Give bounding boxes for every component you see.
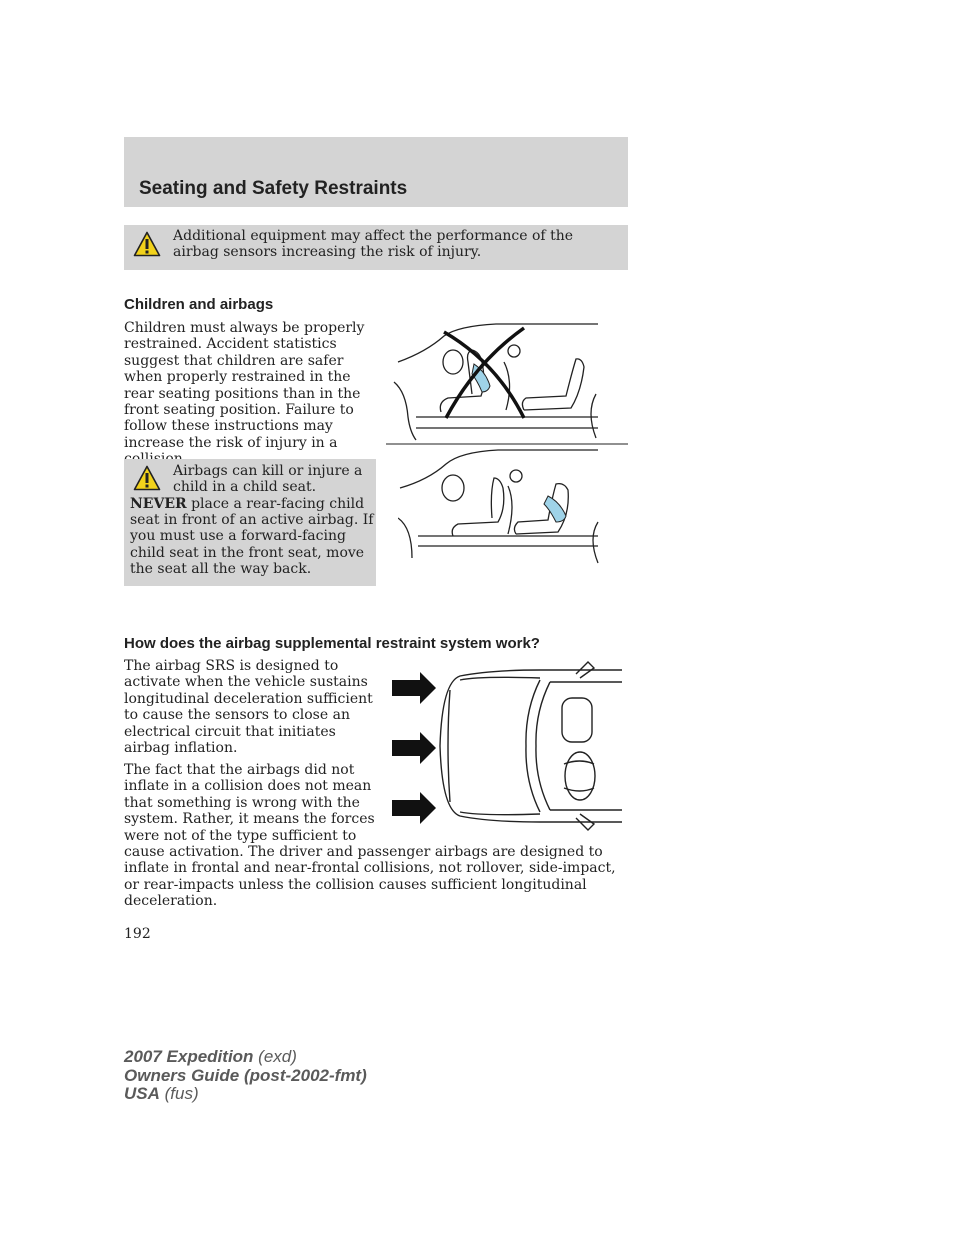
srs-design-paragraph: The airbag SRS is designed to activate when the vehicle sustains longitudinal deceleration sufficient to cause the sensors to close an electrical circuit that initiates airbag inflation. (124, 658, 373, 757)
footer-line3 (124, 1085, 367, 1104)
footer-market: USA (124, 1084, 160, 1103)
footer-model-code: (exd) (253, 1047, 297, 1066)
frontal-impact-arrows-illustration (390, 660, 624, 832)
warning-children-line5: you must use a forward-facing (130, 528, 346, 544)
warning-children-line7: the seat all the way back. (130, 561, 312, 577)
warning-children-line6: child seat in the front seat, move (130, 545, 365, 561)
footer-guide: Owners Guide (post-2002-fmt) (124, 1065, 367, 1085)
child-seat-rear-illustration (398, 448, 600, 566)
warning-children-line1: Airbags can kill or injure a (173, 463, 363, 479)
page-number: 192 (124, 926, 151, 942)
warning-children-line3 (130, 496, 364, 512)
warning-children-line3-rest: place a rear-facing child (186, 496, 365, 512)
footer-model: 2007 Expedition (124, 1047, 254, 1066)
document-footer (124, 1048, 367, 1104)
airbag-activation-paragraph: cause activation. The driver and passenger airbags are designed to inflate in frontal and near-frontal collisions, not rollover, side-impact, or rear-impacts unless the collision causes sufficient longitudinal deceleration. (124, 844, 616, 910)
footer-market-code: (fus) (159, 1084, 199, 1103)
warning-top-text: Additional equipment may affect the performance of the airbag sensors increasing the risk of injury. (173, 228, 573, 261)
warning-children-line4: seat in front of an active airbag. If (130, 512, 374, 528)
how-airbag-works-heading: How does the airbag supplemental restraint system work? (124, 635, 540, 652)
footer-line1 (124, 1048, 367, 1067)
airbag-not-inflate-paragraph: The fact that the airbags did not inflate in a collision does not mean that something is wrong with the system. Rather, it means the forces were not of the type sufficient to (124, 762, 375, 844)
never-emphasis: NEVER (130, 496, 187, 512)
children-airbags-heading: Children and airbags (124, 296, 274, 313)
airbag-crossed-illustration (386, 322, 628, 446)
warning-triangle-icon (133, 231, 161, 257)
warning-triangle-icon (133, 465, 161, 491)
children-airbags-paragraph: Children must always be properly restrained. Accident statistics suggest that children are safer when properly restrained in the rear seating positions than in the front seating position. Failure to follow these instructions may increase the risk of injury in a (124, 320, 365, 451)
footer-line2 (124, 1067, 367, 1086)
warning-children-line2: child in a child seat. (173, 479, 317, 495)
section-title: Seating and Safety Restraints (139, 178, 408, 199)
